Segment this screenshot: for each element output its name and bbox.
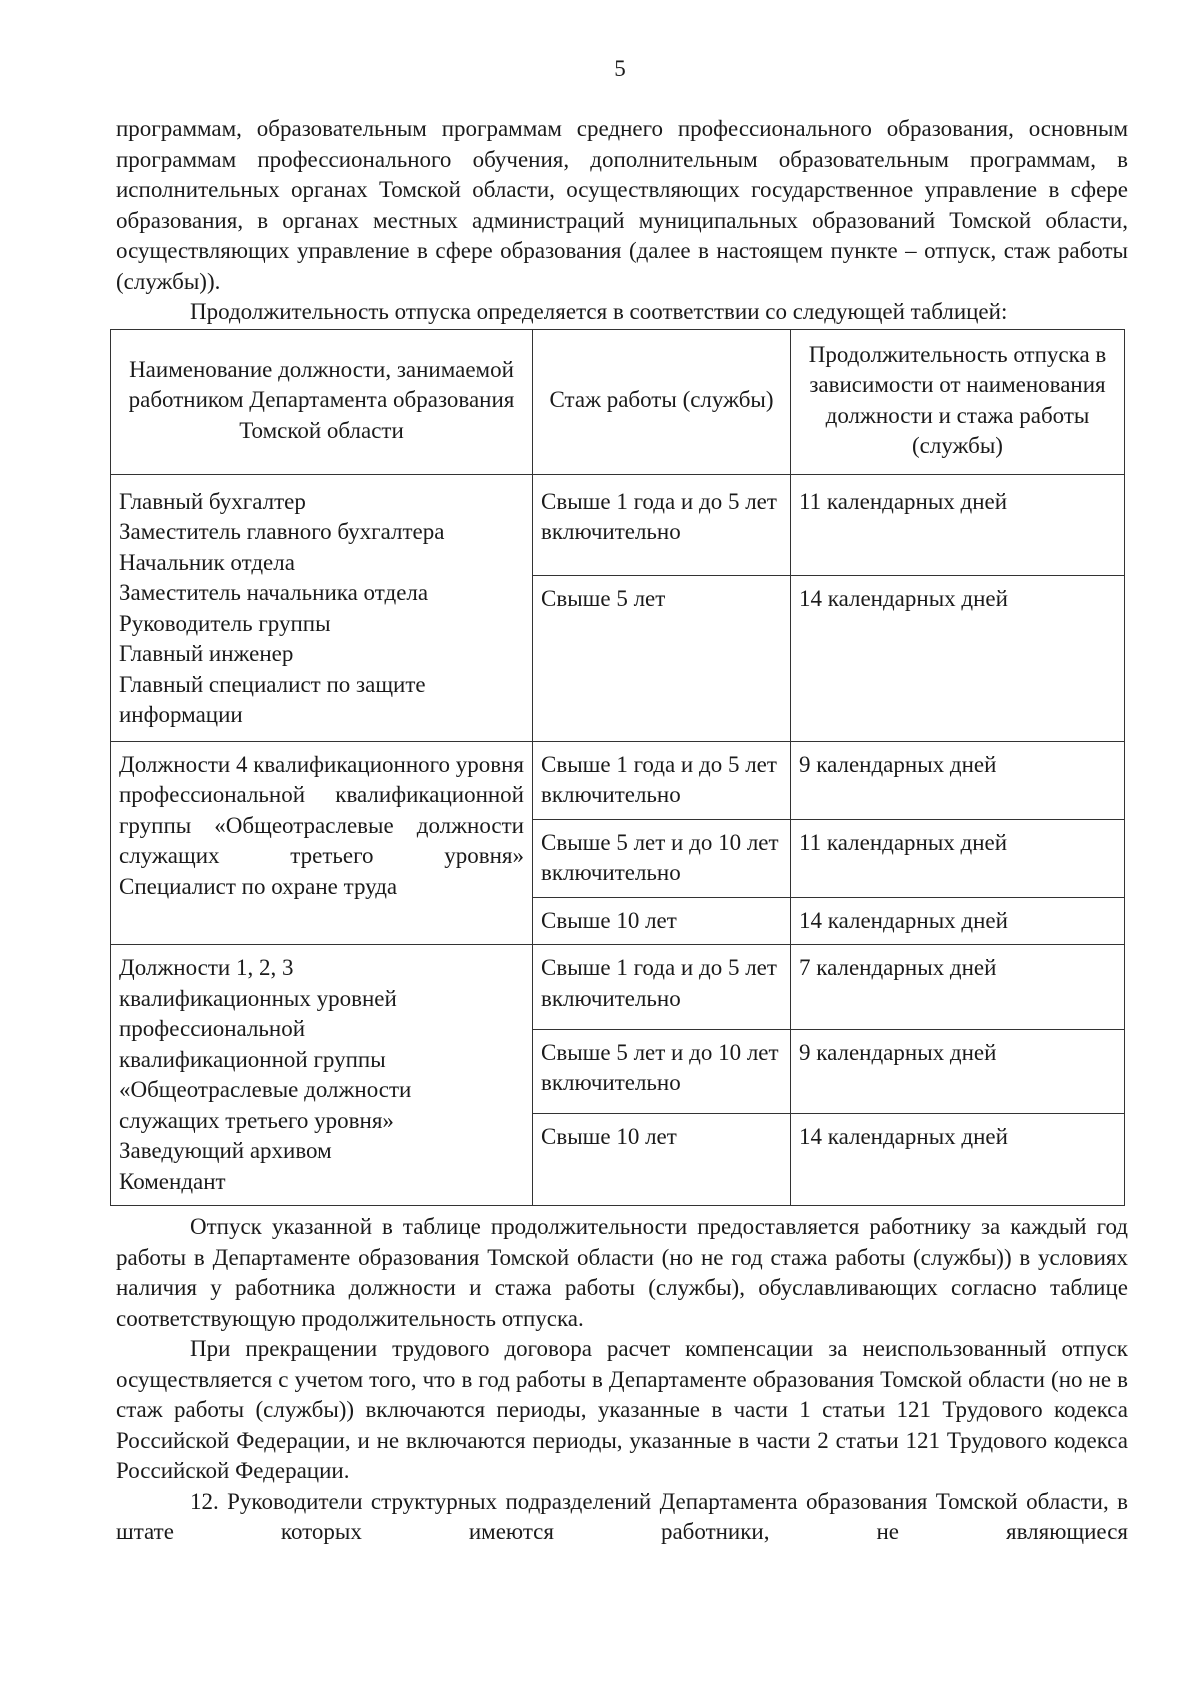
- leave-cell: 7 календарных дней: [791, 945, 1125, 1030]
- positions-group-1: [111, 474, 533, 741]
- paragraph-leave-provision: Отпуск указанной в таблице продолжительности предоставляется работнику за каждый год работы в Департаменте образования Томской области (но не год стажа работы (службы)) в условиях наличия у работника должности и стажа работы (службы), обуславливающих согласно таблице соответствующую продолжительность отпуска.: [116, 1214, 1128, 1331]
- position-item: Руководитель группы: [119, 610, 331, 636]
- service-cell: Свыше 5 лет: [533, 575, 791, 741]
- positions-group-2: [111, 741, 533, 945]
- leave-cell: 14 календарных дней: [791, 1114, 1125, 1206]
- header-leave-duration: Продолжительность отпуска в зависимости от наименования должности и стажа работы (службы): [791, 329, 1125, 474]
- position-item: Главный бухгалтер: [119, 488, 306, 514]
- position-item: Комендант: [119, 1168, 226, 1194]
- position-item: Заместитель главного бухгалтера: [119, 519, 445, 544]
- header-position: Наименование должности, занимаемой работником Департамента образования Томской области: [111, 329, 533, 474]
- table-row: [111, 741, 1125, 819]
- table-row: [111, 474, 1125, 575]
- leave-duration-table: [110, 329, 1125, 1207]
- service-cell: Свыше 10 лет: [533, 1114, 791, 1206]
- document-body: [116, 114, 1128, 1548]
- position-item: Должности 4 квалификационного уровня профессиональной квалификационной группы «Общеотраслевые должности служащих третьего уровня»: [119, 751, 524, 868]
- leave-cell: 11 календарных дней: [791, 474, 1125, 575]
- position-item: Заведующий архивом: [119, 1138, 332, 1163]
- paragraph-item-12: 12. Руководители структурных подразделений Департамента образования Томской области, в штате которых имеются работники, не являющиеся: [116, 1488, 1128, 1544]
- service-cell: Свыше 10 лет: [533, 897, 791, 945]
- header-service: Стаж работы (службы): [533, 329, 791, 474]
- position-item: Специалист по охране труда: [119, 873, 398, 899]
- position-item: Заместитель начальника отдела: [119, 580, 429, 605]
- table-header-row: [111, 329, 1125, 474]
- paragraph-continuation: программам, образовательным программам среднего профессионального образования, основным программам профессионального обучения, дополнительным образовательным программам, в исполнительных органах Томской области, осуществляющих государственное управление в сфере образования, в органах местных администраций муниципальных образований Томской области, осуществляющих управление в сфере образования (далее в настоящем пункте – отпуск, стаж работы (службы)).: [116, 116, 1128, 294]
- service-cell: Свыше 5 лет и до 10 лет включительно: [533, 819, 791, 897]
- leave-cell: 9 календарных дней: [791, 741, 1125, 819]
- leave-cell: 9 календарных дней: [791, 1029, 1125, 1114]
- position-item: Главный специалист по защите информации: [119, 671, 426, 727]
- leave-cell: 14 календарных дней: [791, 575, 1125, 741]
- service-cell: Свыше 5 лет и до 10 лет включительно: [533, 1029, 791, 1114]
- position-item: Главный инженер: [119, 641, 294, 666]
- position-item: Должности 1, 2, 3 квалификационных уровней профессиональной квалификационной группы «Общеотраслевые должности служащих третьего уровня»: [119, 955, 412, 1133]
- leave-cell: 11 календарных дней: [791, 819, 1125, 897]
- paragraph-table-intro: Продолжительность отпуска определяется в соответствии со следующей таблицей:: [190, 299, 1008, 324]
- service-cell: Свыше 1 года и до 5 лет включительно: [533, 945, 791, 1030]
- position-item: Начальник отдела: [119, 549, 295, 575]
- paragraph-compensation: При прекращении трудового договора расчет компенсации за неиспользованный отпуск осуществляется с учетом того, что в год работы в Департаменте образования Томской области (но не в стаж работы (службы)) включаются периоды, указанные в части 1 статьи 121 Трудового кодекса Российской Федерации, и не включаются периоды, указанные в части 2 статьи 121 Трудового кодекса Российской Федерации.: [116, 1336, 1128, 1483]
- page-number: 5: [614, 56, 626, 81]
- service-cell: Свыше 1 года и до 5 лет включительно: [533, 474, 791, 575]
- leave-cell: 14 календарных дней: [791, 897, 1125, 945]
- table-row: [111, 945, 1125, 1030]
- service-cell: Свыше 1 года и до 5 лет включительно: [533, 741, 791, 819]
- positions-group-3: [111, 945, 533, 1206]
